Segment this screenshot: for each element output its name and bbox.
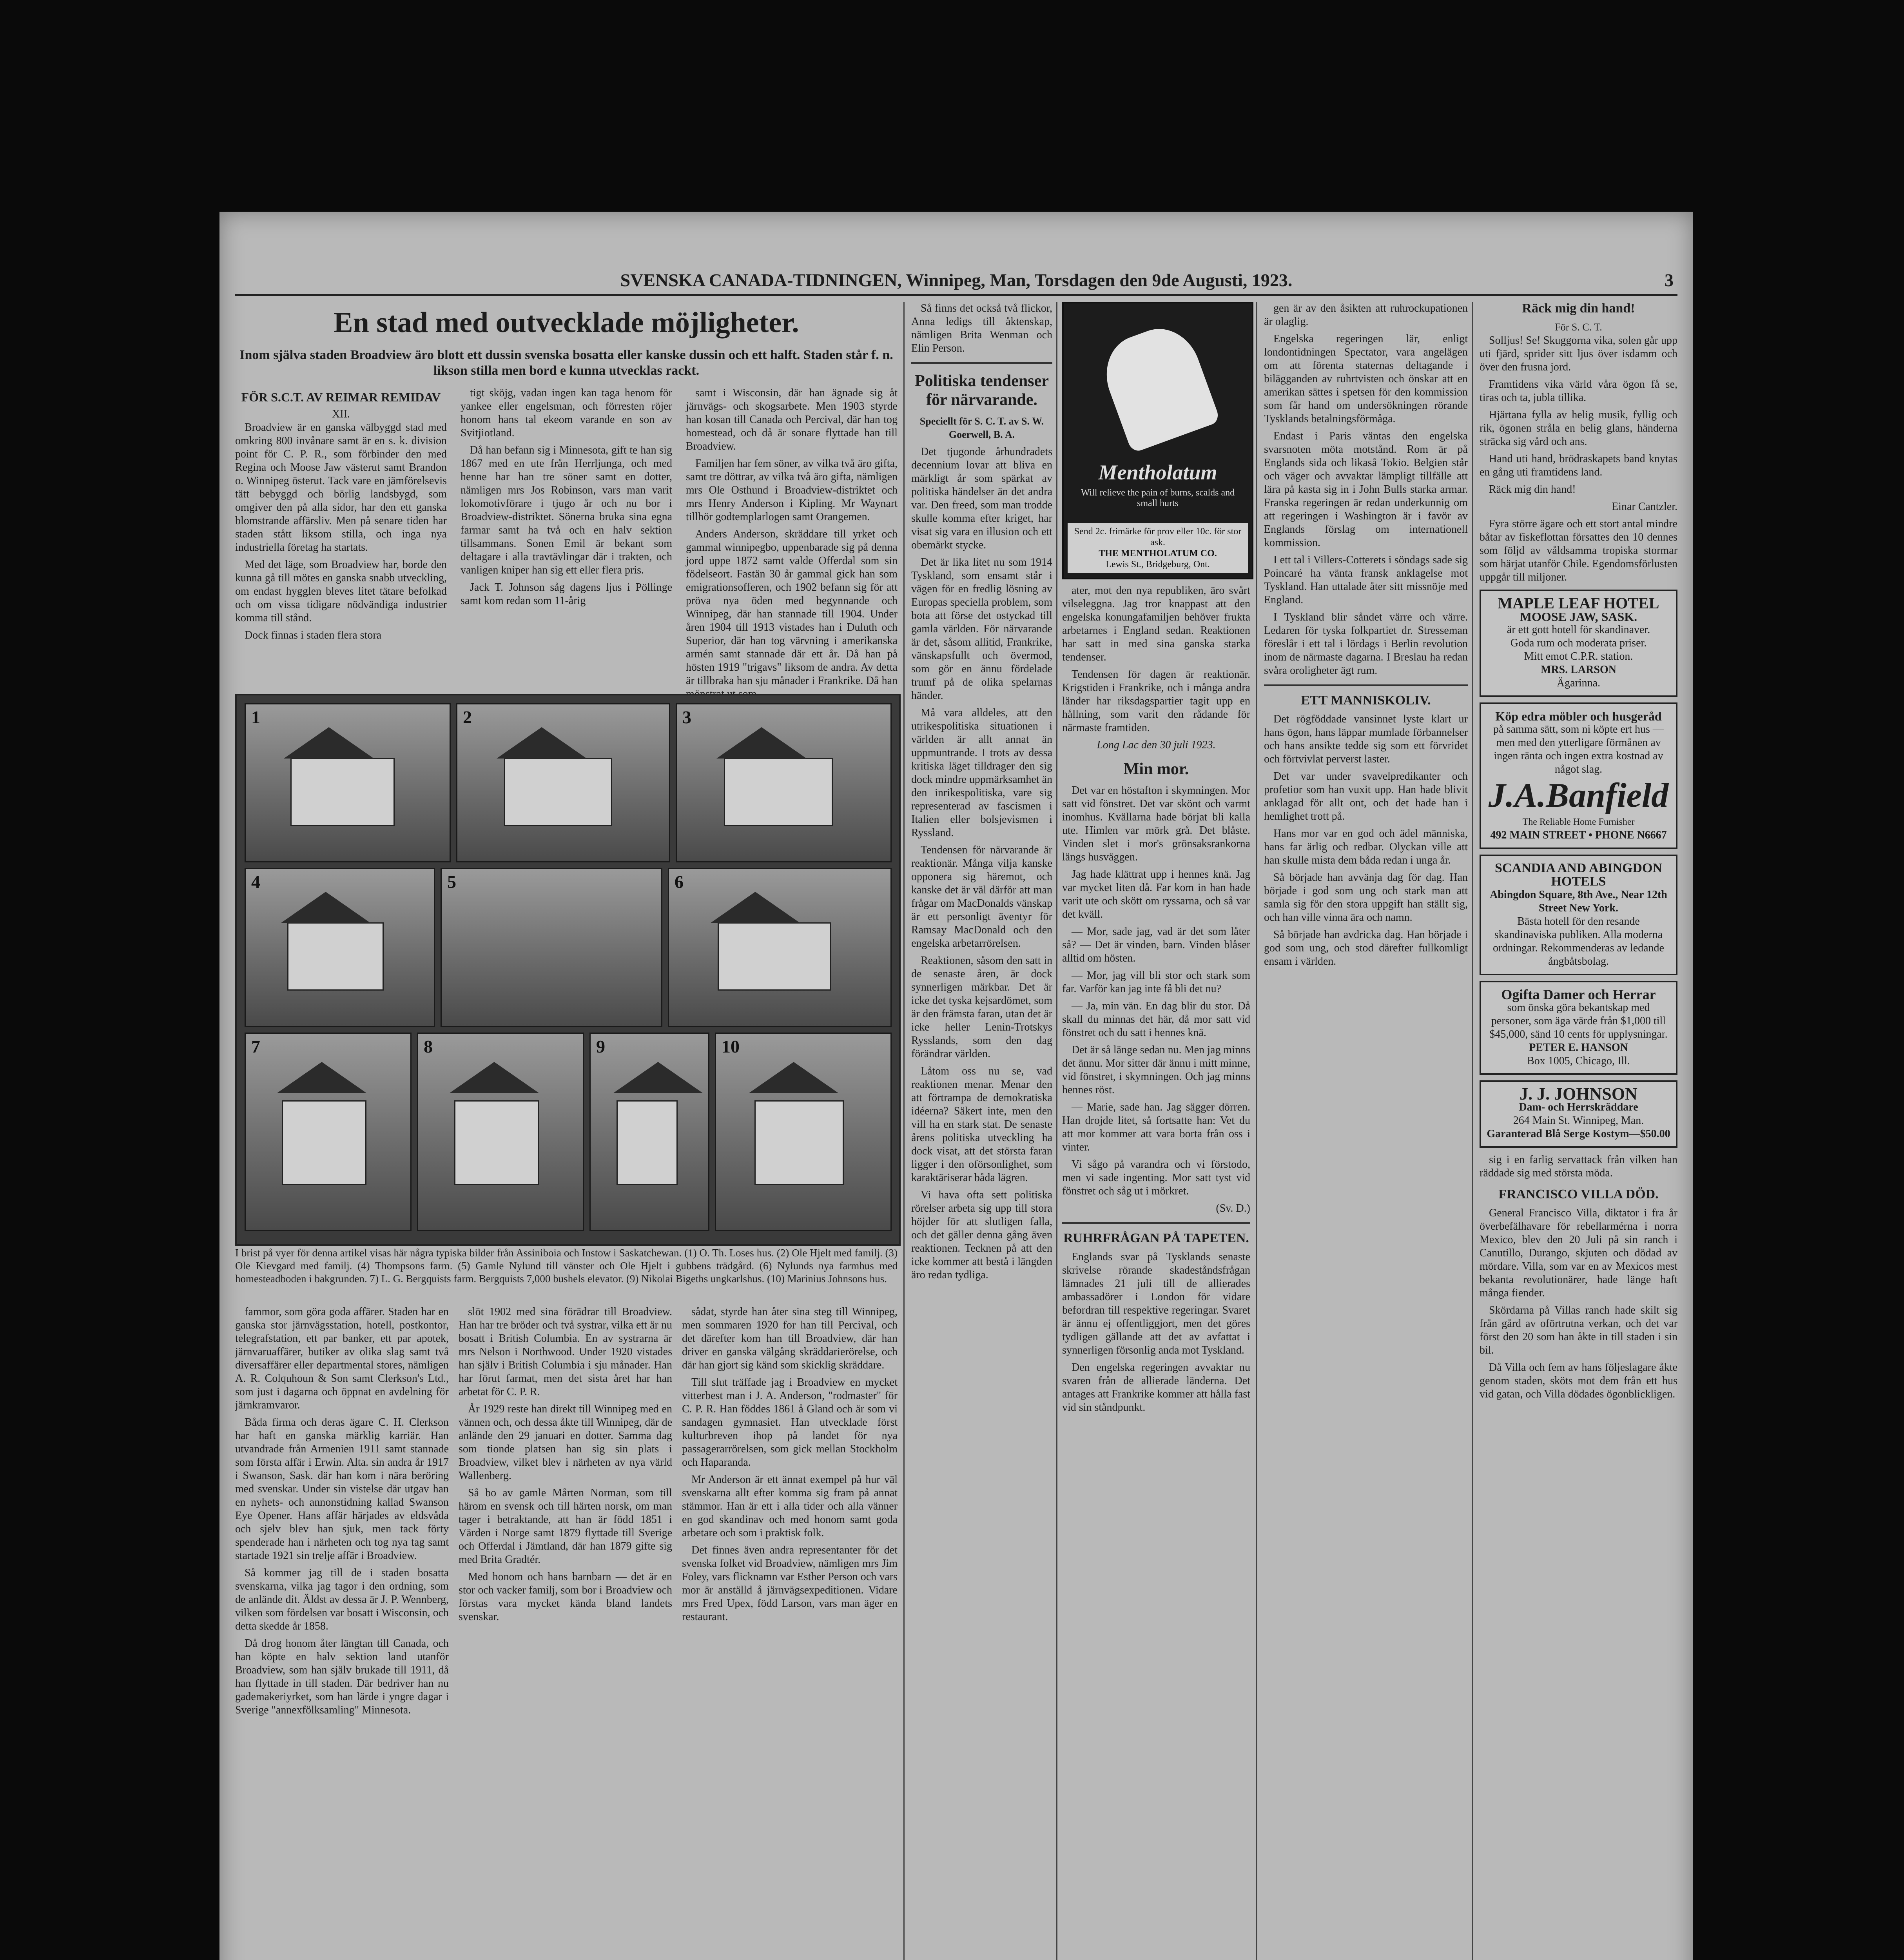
divider <box>1062 1222 1250 1224</box>
lower-paragraph: fammor, som göra goda affärer. Staden har en ganska stor järnvägsstation, hotell, postkontor, telegrafstation, ett par banker, ett par apotek, järnvaruaffärer, butiker av olika slag samt två diversaffärer eller departmental stores, nämligen A. R. Colquhoun & Son samt Clerkson's Ltd., som just i dagarna och öppnat en avdelning för järnkramvaror. <box>235 1306 449 1411</box>
column-rule <box>1472 302 1473 1960</box>
photo-7 <box>245 1033 412 1231</box>
hotel-location: Mitt emot C.P.R. station. <box>1524 650 1633 662</box>
col6-paragraph: gen är av den åsikten att ruhrockupationen är olaglig. <box>1264 302 1468 328</box>
furniture-text: på samma sätt, som ni köpte ert hus — men med den ytterligare förmånen av ingen ränta och ingen extra kostnad av något slag. <box>1493 723 1664 775</box>
mentholatum-company: THE MENTHOLATUM CO. <box>1099 548 1217 559</box>
photo-6 <box>668 868 892 1027</box>
lower-paragraph: Det finnes även andra representanter för det svenska folket vid Broadview, nämligen mrs Jim Foley, vars flicknamn var Esther Person och vars mor är anställd å järnvägsexpeditionen. Vidare mrs Fred Upex, född Larson, vars man äger en restaurant. <box>682 1544 898 1623</box>
poem-stanza: Solljus! Se! Skuggorna vika, solen går upp uti fjärd, sprider sitt ljus över isdamm och över den frusna jord. <box>1480 334 1677 373</box>
mentholatum-address: Lewis St., Bridgeburg, Ont. <box>1106 559 1210 570</box>
marriage-ad <box>1480 981 1677 1075</box>
house-image <box>282 1100 366 1185</box>
poem-stanza: Framtidens vika värld våra ögon få se, tiras och ta, jubla tillika. <box>1480 378 1677 404</box>
lower-paragraph: År 1929 reste han direkt till Winnipeg med en vännen och, och dessa åkte till Winnipeg, där de anlände den 29 januari en dotter. Samma dag som tionde platsen han sig sin plats i Broadview, vilket blev i närheten av nya värld Wallenberg. <box>459 1403 672 1482</box>
lower-col-a <box>235 1305 449 1960</box>
furniture-ad <box>1480 702 1677 849</box>
poem-stanza: Hand uti hand, brödraskapets band knytas en gång uti framtidens land. <box>1480 453 1677 478</box>
lower-col-b <box>459 1305 672 1960</box>
politik-intro: Så finns det också två flickor, Anna ledigs till åktenskap, nämligen Brita Wenman och Elin Person. <box>911 302 1052 354</box>
column-rule <box>1256 302 1257 1960</box>
mentholatum-tagline: Will relieve the pain of burns, scalds and small hurts <box>1081 488 1235 508</box>
col5-paragraph: ater, mot den nya republiken, äro svårt vilseleggna. Jag tror knappast att den engelska konungafamiljen behöver frukta arbetarnes i England sedan. Reaktionen har satt in med sina ganska starka tendenser. <box>1062 584 1250 663</box>
photo-label: 10 <box>722 1036 740 1056</box>
lead-col-2 <box>461 387 672 612</box>
marriage-text: som önska göra bekantskap med personer, som äga värde från $1,000 till $45,000, sänd 10 cents för upplysningar. <box>1489 1002 1668 1040</box>
hotel-owner-title: Ägarinna. <box>1556 677 1601 689</box>
hand-icon <box>1095 318 1220 453</box>
photo-label: 8 <box>424 1036 433 1056</box>
scandia-title: SCANDIA AND ABINGDON HOTELS <box>1495 861 1662 889</box>
villa-paragraph: General Francisco Villa, diktator i fra år överbefälhavare för rebellarmérna i norra Mexico, blev den 20 Juli på sin ranch i Canutillo, Durango, skjuten och dödad av mördare. Villa, som var en av Mexicos mest bekanta revolutionärer, hade länge haft många fiender. <box>1480 1207 1677 1299</box>
politik-paragraph: Vi hava ofta sett politiska rörelser arbeta sig upp till stora höjder för att slutligen falla, och det gäller denna gång även reaktionen. Tecknen på att den icke kommer att bestå i längden äro redan tydliga. <box>911 1189 1052 1281</box>
photo-10 <box>715 1033 892 1231</box>
banfield-sub: The Reliable Home Furnisher <box>1522 817 1635 827</box>
manniskoliv-paragraph: Så började han avdricka dag. Han började i god som ung, och stod därefter fullkomligt ensam i världen. <box>1264 929 1468 967</box>
photo-5 <box>441 868 662 1027</box>
marriage-title: Ogifta Damer och Herrar <box>1501 987 1656 1002</box>
lower-paragraph: Så bo av gamle Mårten Norman, som till härom en svensk och till härten norsk, om man tager i betraktande, att han är född 1851 i Värden i Norge samt 1879 flyttade till Sverige och Offerdal i Jämtland, där han 1879 gifte sig med Brita Gradtér. <box>459 1487 672 1566</box>
photo-label: 1 <box>251 707 260 727</box>
photo-label: 5 <box>447 872 456 892</box>
johnson-title: J. J. JOHNSON <box>1520 1084 1637 1103</box>
photo-9 <box>589 1033 709 1231</box>
photo-label: 6 <box>675 872 684 892</box>
house-image <box>504 758 612 826</box>
politik-headline: Politiska tendenser för närvarande. <box>915 372 1049 409</box>
villa-headline: FRANCISCO VILLA DÖD. <box>1498 1187 1659 1201</box>
poem-stanza: Räck mig din hand! <box>1489 483 1576 495</box>
col5-paragraph: Tendensen för dagen är reaktionär. Krigstiden i Frankrike, och i många andra länder har riksdagspartier tagit upp en hållning, som varit den rådande för närmaste framtiden. <box>1062 668 1250 734</box>
lead-headline: En stad med outvecklade möjligheter. <box>334 307 799 339</box>
page-number: 3 <box>1665 270 1674 290</box>
ruhr-headline: RUHRFRÅGAN PÅ TAPETEN. <box>1063 1231 1249 1245</box>
photo-label: 9 <box>596 1036 605 1056</box>
lead-paragraph: Familjen har fem söner, av vilka två äro gifta, samt tre döttrar, av vilka två äro gifta, nämligen mrs Ole Osthund i Broadview-distriktet och mrs Henry Anderson i Kipling. Mr Waynart tillhör godtemplarlogen samt Orangemen. <box>686 457 898 523</box>
col6-paragraph: I ett tal i Villers-Cotterets i söndags sade sig Poincaré ha vänta fransk anklagelse mot Tyskland. Han uttalade åter sitt missnöje med England. <box>1264 554 1468 606</box>
lower-paragraph: Båda firma och deras ägare C. H. Clerkson har haft en ganska märklig karriär. Han utvandrade från Armenien 1911 samt stannade som första affär i Erwin. Alta. sin andra år 1917 i Swanson, Sask. där han kom i nära beröring med svenskar. Under sin vistelse där utgav han en nyhets- och annonstidning kallad Swanson Eye Opener. Hans affär härjades av eldsvåda och sjelv blev han sjuk, men tack förty spenderade han i närheten och tog nya tag samt startade 1921 sin trelje affär i Broadview. <box>235 1416 449 1562</box>
ruhr-paragraph: Den engelska regeringen avvaktar nu svaren från de allierade länderna. Det antages att Frankrike kommer att hålla fast vid sin ståndpunkt. <box>1062 1361 1250 1414</box>
lower-paragraph: Mr Anderson är ett ännat exempel på hur väl svenskarna allt efter komma sig fram på annat stämmor. Han är ett i alla tider och alla vänner en god skandinav och med honom samt goda arbetare och som i praktisk folk. <box>682 1474 898 1539</box>
villa-paragraph: Skördarna på Villas ranch hade skilt sig från gård av oförtrutna verkan, och det var först den 20 som han åkte in till staden i sin bil. <box>1480 1304 1677 1356</box>
lower-paragraph: Till slut träffade jag i Broadview en mycket vitterbest man i J. A. Anderson, "rodmaster" för C. P. R. Han föddes 1861 å Gland och är som vi sandagen gymnasiet. Han utvecklade först kulturbreven ihop på landet för nya passagerarrörelsen, som gick mellan Stockholm och Haparanda. <box>682 1376 898 1468</box>
lead-paragraph: Anders Anderson, skräddare till yrket och gammal winnipegbo, uppenbarade sig på denna jord uppe 1872 samt valde Offerdal som sin födelseort. Fastän 30 år gammal gick han som emigrationsofferen, och 1902 befann sig för att pröva nya öden med begynnande och Winnipeg, där han stannade till 1904. Under åren 1904 till 1913 vistades han i Duluth och Superior, där han tog värvning i amerikanska armén samt stannade där ett år. Då han på hösten 1919 "trigavs" liksom de andra. Av detta är tillbraka han sju månader i Frankrike. Då han <box>686 528 898 687</box>
photo-caption: I brist på vyer för denna artikel visas här några typiska bilder från Assiniboia och Instow i Saskatchewan. (1) O. Th. Loses hus. (2) Ole Hjelt med familj. (3) Ole Kievgard med familj. (4) Thompsons farm. (5) Gamle Nylund till vänster och Ole Hjelt i gubbens trädgård. (6) Nylunds nya farmhus med homesteadboden i bakgrunden. 7) L. G. Bergquists farm. Bergquists 7,000 bushels elevator. (9) Nikolai Bigeths ungkarlshus. (10) Marinius Johnsons hus. <box>235 1247 898 1285</box>
photo-3 <box>676 703 892 862</box>
photo-1 <box>245 703 451 862</box>
lead-paragraph: Med det läge, som Broadview har, borde den kunna gå till mötes en ganska snabb utveckling, om endast hygglen bleves litet tätare befolkad och om vissa tidigare nödvändiga industrier komma till stånd. <box>235 559 447 624</box>
min-mor-headline: Min mor. <box>1123 760 1189 778</box>
politik-paragraph: Reaktionen, såsom den satt in de senaste åren, är dock synnerligen märkbar. Det är icke det tyska kejsardömet, som är den främsta faran, utan det är icke heller Lenin-Trotskys Rysslands, som den dag förändrar världen. <box>911 955 1052 1060</box>
lower-col-c <box>682 1305 898 1960</box>
lower-paragraph: Då drog honom åter längtan till Canada, och han köpte en halv sektion land utanför Broadview, som han själv brukade till 1911, då han flyttade in till staden. Där bedriver han nu gademakeriyrket, som han lärde i yngre dagar i Sverige "annexfölksamling" Minnesota. <box>235 1637 449 1716</box>
lead-paragraph: Broadview är en ganska välbyggd stad med omkring 800 invånare samt är en s. k. division point för C. P. R., som förbinder den med Regina och Moose Jaw västerut samt Brandon o. Winnipeg österut. Tack vare en jämförelsevis tätt bebyggd och börlig landsbygd, som omgiver den på alla sidor, har den ett ganska blomstrande affärsliv. Men på senare tiden har staden stått liksom stilla, och inga nya industriella företag ha startats. <box>235 421 447 554</box>
lead-paragraph: Dock finnas i staden flera stora <box>245 629 382 641</box>
col5-dateline: Long Lac den 30 juli 1923. <box>1097 739 1216 751</box>
johnson-offer: Garanterad Blå Serge Kostym—$50.00 <box>1487 1128 1670 1140</box>
min-mor-paragraph: Jag hade klättrat upp i hennes knä. Jag var mycket liten då. Far kom in han hade varit ute och skött om ryssarna, och så var det kväll. <box>1062 868 1250 920</box>
lead-deck: Inom själva staden Broadview äro blott ett dussin svenska bosatta eller kanske dussin och ett halft. Staden står f. n. likson stilla men bord e kunna utvecklas rackt. <box>239 348 893 378</box>
column-5 <box>1062 584 1250 1960</box>
scandia-hotel-ad <box>1480 855 1677 975</box>
hotel-owner: MRS. LARSON <box>1541 664 1616 676</box>
furniture-title: Köp edra möbler och husgeråd <box>1495 709 1662 723</box>
lower-paragraph: Så kommer jag till de i staden bosatta svenskarna, vilka jag tagor i den ordning, som de anlände dit. Äldst av dessa är J. P. Wennberg, vilken som fördelsen var bosatt i Wisconsin, och detta skedde år 1858. <box>235 1567 449 1632</box>
politik-paragraph: Det tjugonde århundradets decennium lovar att bliva en märkligt år som spärkat av politiska händelser än det andra var. Den freed, som man trodde skulle komma efter kriget, har visat sig vara en illusion och ett obemärkt stycke. <box>911 446 1052 551</box>
politik-paragraph: Låtom oss nu se, vad reaktionen menar. Menar den att förtrampa de demokratiska idéerna? Säkert inte, men den vill ha en stark stat. De senaste årens politiska utveckling ha dock visat, att det största faran ligger i den oförsonlighet, som karaktäriserar båda lägren. <box>911 1065 1052 1184</box>
photo-2 <box>456 703 670 862</box>
hotel-rooms: Goda rum och moderata priser. <box>1510 637 1647 649</box>
min-mor-paragraph: Vi sågo på varandra och vi förstodo, men vi sade ingenting. Mor satt tyst vid fönstret och såg ut i mörkret. <box>1062 1158 1250 1197</box>
newspaper-page <box>219 212 1693 1960</box>
masthead <box>235 267 1677 296</box>
column-7 <box>1480 302 1677 1960</box>
house-image <box>718 922 831 991</box>
divider <box>1264 684 1468 686</box>
hotel-title: MAPLE LEAF HOTEL <box>1498 594 1659 612</box>
lead-article <box>235 302 898 694</box>
banfield-logo: J.A.Banfield <box>1488 777 1669 815</box>
photo-label: 2 <box>463 707 472 727</box>
scandia-text: Bästa hotell för den resande skandinaviska publiken. Alla moderna ordningar. Rekommenderas av ledande ångbåtsbolag. <box>1493 915 1664 967</box>
politik-byline: Speciellt för S. C. T. av S. W. Goerwell, B. A. <box>919 416 1044 440</box>
mentholatum-brand: Mentholatum <box>1098 461 1217 484</box>
ruhr-paragraph: Englands svar på Tysklands senaste skrivelse rörande skadeståndsfrågan lämnades 21 juli till de allierades ambassadörer i London för vidare befordran till respektive regeringar. Svaret är ännu ej offentliggjort, men det göres tydligen gällande att det av avfattat i synnerligen försonlig anda mot Tyskland. <box>1062 1251 1250 1356</box>
column-6 <box>1264 302 1468 1960</box>
villa-paragraph: Då Villa och fem av hans följeslagare åkte genom staden, sköts mot dem från ett hus vid gatan, och Villa dödades ögonblickligen. <box>1480 1361 1677 1400</box>
politik-paragraph: Må vara alldeles, att den utrikespolitiska situationen i världen är allt annat än uppmuntrande. I trots av dessa kritiska läget tilldrager den sig dock mindre uppmärksamhet än den inrikespolitiska, vare sig representerad av fascismen i Italien eller bolsjevismen i Ryssland. <box>911 707 1053 839</box>
manniskoliv-paragraph: Så började han avvänja dag för dag. Han började i god som ung och stark man att samla sig för den stora uppgift han ställt sig, och han ville vinna ära och namn. <box>1264 871 1468 924</box>
lead-paragraph: Jack T. Johnson såg dagens ljus i Pöllinge samt kom redan som 11-årig <box>461 581 672 607</box>
min-mor-paragraph: Det är så länge sedan nu. Men jag minns det ännu. Mor sitter där ännu i mitt minne, vid fönstret, i skymningen. Och jag minns hennes röst. <box>1062 1044 1250 1096</box>
politik-column <box>911 302 1052 1960</box>
col7-tail: sig i en farlig servattack från vilken han räddade sig med största möda. <box>1480 1154 1677 1179</box>
johnson-address: 264 Main St. Winnipeg, Man. <box>1513 1114 1644 1127</box>
mentholatum-order <box>1068 523 1248 573</box>
manniskoliv-headline: ETT MANNISKOLIV. <box>1301 693 1431 708</box>
col6-paragraph: I Tyskland blir såndet värre och värre. Ledaren för tyska folkpartiet dr. Stresseman föreslår i ett tal i lördags i Berlin revolution inom de närmaste dagarna. I Breslau ha redan svåra oroligheter ägt rum. <box>1264 611 1468 677</box>
col6-paragraph: Endast i Paris väntas den engelska svarsnoten möta motstånd. Rom är på Englands sida och likaså Tokio. Belgien står och väger och avvaktar lämpligt tillfälle att lära på kasta sig in i John Bulls starka armar. Franska regeringen är redan underkunnig om att regeringen i Washington är i favör av Englands förslag om internationell kommission. <box>1264 430 1468 549</box>
min-mor-paragraph: Det var en höstafton i skymningen. Mor satt vid fönstret. Det var skönt och varmt inomhus. Kvällarna hade börjat bli kalla ute. Himlen var mörk grå. Det blåste. Vinden slet i mor's grönsaksrankorna längs husväggen. <box>1062 784 1250 863</box>
lead-section: XII. <box>332 408 350 420</box>
house-image <box>290 758 395 826</box>
hotel-text: är ett gott hotell för skandinaver. <box>1507 624 1650 636</box>
manniskoliv-paragraph: Det var under svavelpredikanter och profetior som han vuxit upp. Han hade blivit anklagad för allt ont, och det hade han i hemlighet trott på. <box>1264 770 1468 822</box>
lead-paragraph: Då han befann sig i Minnesota, gift te han sig 1867 med en ute från Herrljunga, och med henne har han tre söner samt en dotter, nämligen mrs Jos Robinson, vars man varit lokomotivförare i tjugo år och nu bor i Broadview-distriktet. Sönerna bruka sina egna farmar samt ha två och en halv sektion tillsammans. Sonen Emil är bekant som deltagare i alla travtävlingar där i trakten, och vanligen kniper han sig ett eller flera pris. <box>461 444 672 576</box>
min-mor-paragraph: — Ja, min vän. En dag blir du stor. Då skall du minnas det här, då mor satt vid fönstret och du satt i hennes knä. <box>1062 1000 1250 1039</box>
lead-paragraph: tigt sköjg, vadan ingen kan taga henom för yankee eller engelsman, och förresten röjer honom hans tal ekeom varande en son av Svitjiotland. <box>461 387 672 439</box>
mentholatum-offer: Send 2c. frimärke för prov eller 10c. för stor ask. <box>1074 526 1242 548</box>
house-image <box>754 1100 844 1185</box>
min-mor-paragraph: — Marie, sade han. Jag sägger dörren. Han drojde litet, så fortsatte han: Vet du att mor kommer att vara borta från oss i vinter. <box>1062 1101 1250 1153</box>
house-image <box>454 1100 539 1185</box>
poem-stanza: Hjärtana fylla av helig musik, fyllig och rik, ögonen stråla en belig glans, händerna sträcka sig vård och ans. <box>1480 409 1677 448</box>
manniskoliv-paragraph: Det rögföddade vansinnet lyste klart ur hans ögon, hans läppar mumlade förbannelser och hans ansikte tedde sig som ett förvridet och förtvivlat perverst laster. <box>1264 713 1468 765</box>
johnson-tailor-ad <box>1480 1080 1677 1148</box>
lower-paragraph: Med honom och hans barnbarn — det är en stor och vacker familj, som bor i Broadview och förstas vara mycket kända bland landets svenskar. <box>459 1571 672 1623</box>
column-rule <box>903 302 905 1960</box>
photo-label: 4 <box>251 872 260 892</box>
column-rule <box>1056 302 1057 1960</box>
politik-paragraph: Tendensen för närvarande är reaktionär. Många vilja kanske opponera sig häremot, och kanske det är väl därför att man frågar om MacDonalds vänskap är ett personligt äventyr för Ramsay MacDonald och den engelska arbetarrörelsen. <box>911 844 1052 949</box>
manniskoliv-paragraph: Hans mor var en god och ädel människa, hans far ärlig och redbar. Olyckan ville att han skulle mista dem båda redan i unga år. <box>1264 828 1468 866</box>
poem-author: Einar Cantzler. <box>1612 501 1677 513</box>
col7-notice: Fyra större ägare och ett stort antal mindre båtar av fiskeflottan försattes den 10 dennes som följd av våldsamma tropiska stormar som härjat utanför Chile. Egendomsförlusten uppgår till miljoner. <box>1480 518 1677 583</box>
house-image <box>617 1100 678 1185</box>
poem-byline: För S. C. T. <box>1555 321 1602 333</box>
poem-title: Räck mig din hand! <box>1522 301 1635 316</box>
divider <box>911 362 1052 364</box>
min-mor-paragraph: — Mor, sade jag, vad är det som låter så? — Det är vinden, barn. Vinden blåser alltid om hösten. <box>1062 926 1250 964</box>
hotel-city: MOOSE JAW, SASK. <box>1520 610 1637 624</box>
col6-paragraph: Engelska regeringen lär, enligt londontidningen Spectator, vara angelägen om att förenta staternas deltagande i bilägganden av ruhrtvisten och önskar att en amerikan sättes i spetsen för den kommission som får hand om undersökningen rörande Tysklands betalningsförmåga. <box>1264 333 1468 425</box>
lead-byline: FÖR S.C.T. AV REIMAR REMIDAV <box>241 390 441 404</box>
house-image <box>724 758 833 826</box>
politik-paragraph: Det är lika litet nu som 1914 Tyskland, som ensamt står i vägen för en fredlig lösning av Europas speciella problem, som bota att förse det ostyckad till gamla världen. För närvarande är det, såsom allitid, Frankrike, vänskapsfullt och övermod, som gör en ännu fördelade trumf på de olika spelarnas händer. <box>911 556 1052 702</box>
min-mor-paragraph: — Mor, jag vill bli stor och stark som far. Varför kan jag inte få bli det nu? <box>1062 969 1250 995</box>
photo-label: 3 <box>682 707 691 727</box>
scandia-address: Abingdon Square, 8th Ave., Near 12th Street New York. <box>1490 889 1667 914</box>
mentholatum-ad <box>1062 302 1253 579</box>
photo-collage <box>235 694 901 1246</box>
lower-paragraph: sådat, styrde han åter sina steg till Winnipeg, men sommaren 1920 for han till Percival, och det därefter kom han till Broadview, där han driver en ganska välgång skräddarierörelse, och där han gjort sig känd som skicklig skräddare. <box>682 1306 898 1371</box>
lead-col-1 <box>235 387 447 646</box>
photo-4 <box>245 868 435 1027</box>
photo-label: 7 <box>251 1036 260 1056</box>
maple-leaf-hotel-ad <box>1480 590 1677 697</box>
johnson-sub: Dam- och Herrskräddare <box>1519 1101 1638 1113</box>
banfield-address: 492 MAIN STREET • PHONE N6667 <box>1490 829 1667 841</box>
photo-8 <box>417 1033 584 1231</box>
lead-paragraph: samt i Wisconsin, där han ägnade sig åt järnvägs- och skogsarbete. Men 1903 styrde han kosan till Canada och Percival, där han tog homestead, och då är sonare flyttade han till Broadview. <box>686 387 898 452</box>
marriage-box: Box 1005, Chicago, Ill. <box>1527 1055 1630 1067</box>
masthead-title: SVENSKA CANADA-TIDNINGEN, Winnipeg, Man, Torsdagen den 9de Augusti, 1923. <box>620 270 1293 290</box>
min-mor-signature: (Sv. D.) <box>1216 1202 1250 1214</box>
lower-paragraph: slöt 1902 med sina förädrar till Broadview. Han har tre bröder och två systrar, vilka ett är nu bosatt i British Columbia. En av systrarna är mrs Nelson i Northwood. Under 1920 vistades han själv i British Columbia i sju månader. Han har förut farmat, men det sista året har han arbetat för C. P. R. <box>459 1306 672 1398</box>
lead-col-3 <box>686 387 898 705</box>
house-image <box>287 922 384 991</box>
marriage-name: PETER E. HANSON <box>1529 1042 1628 1054</box>
